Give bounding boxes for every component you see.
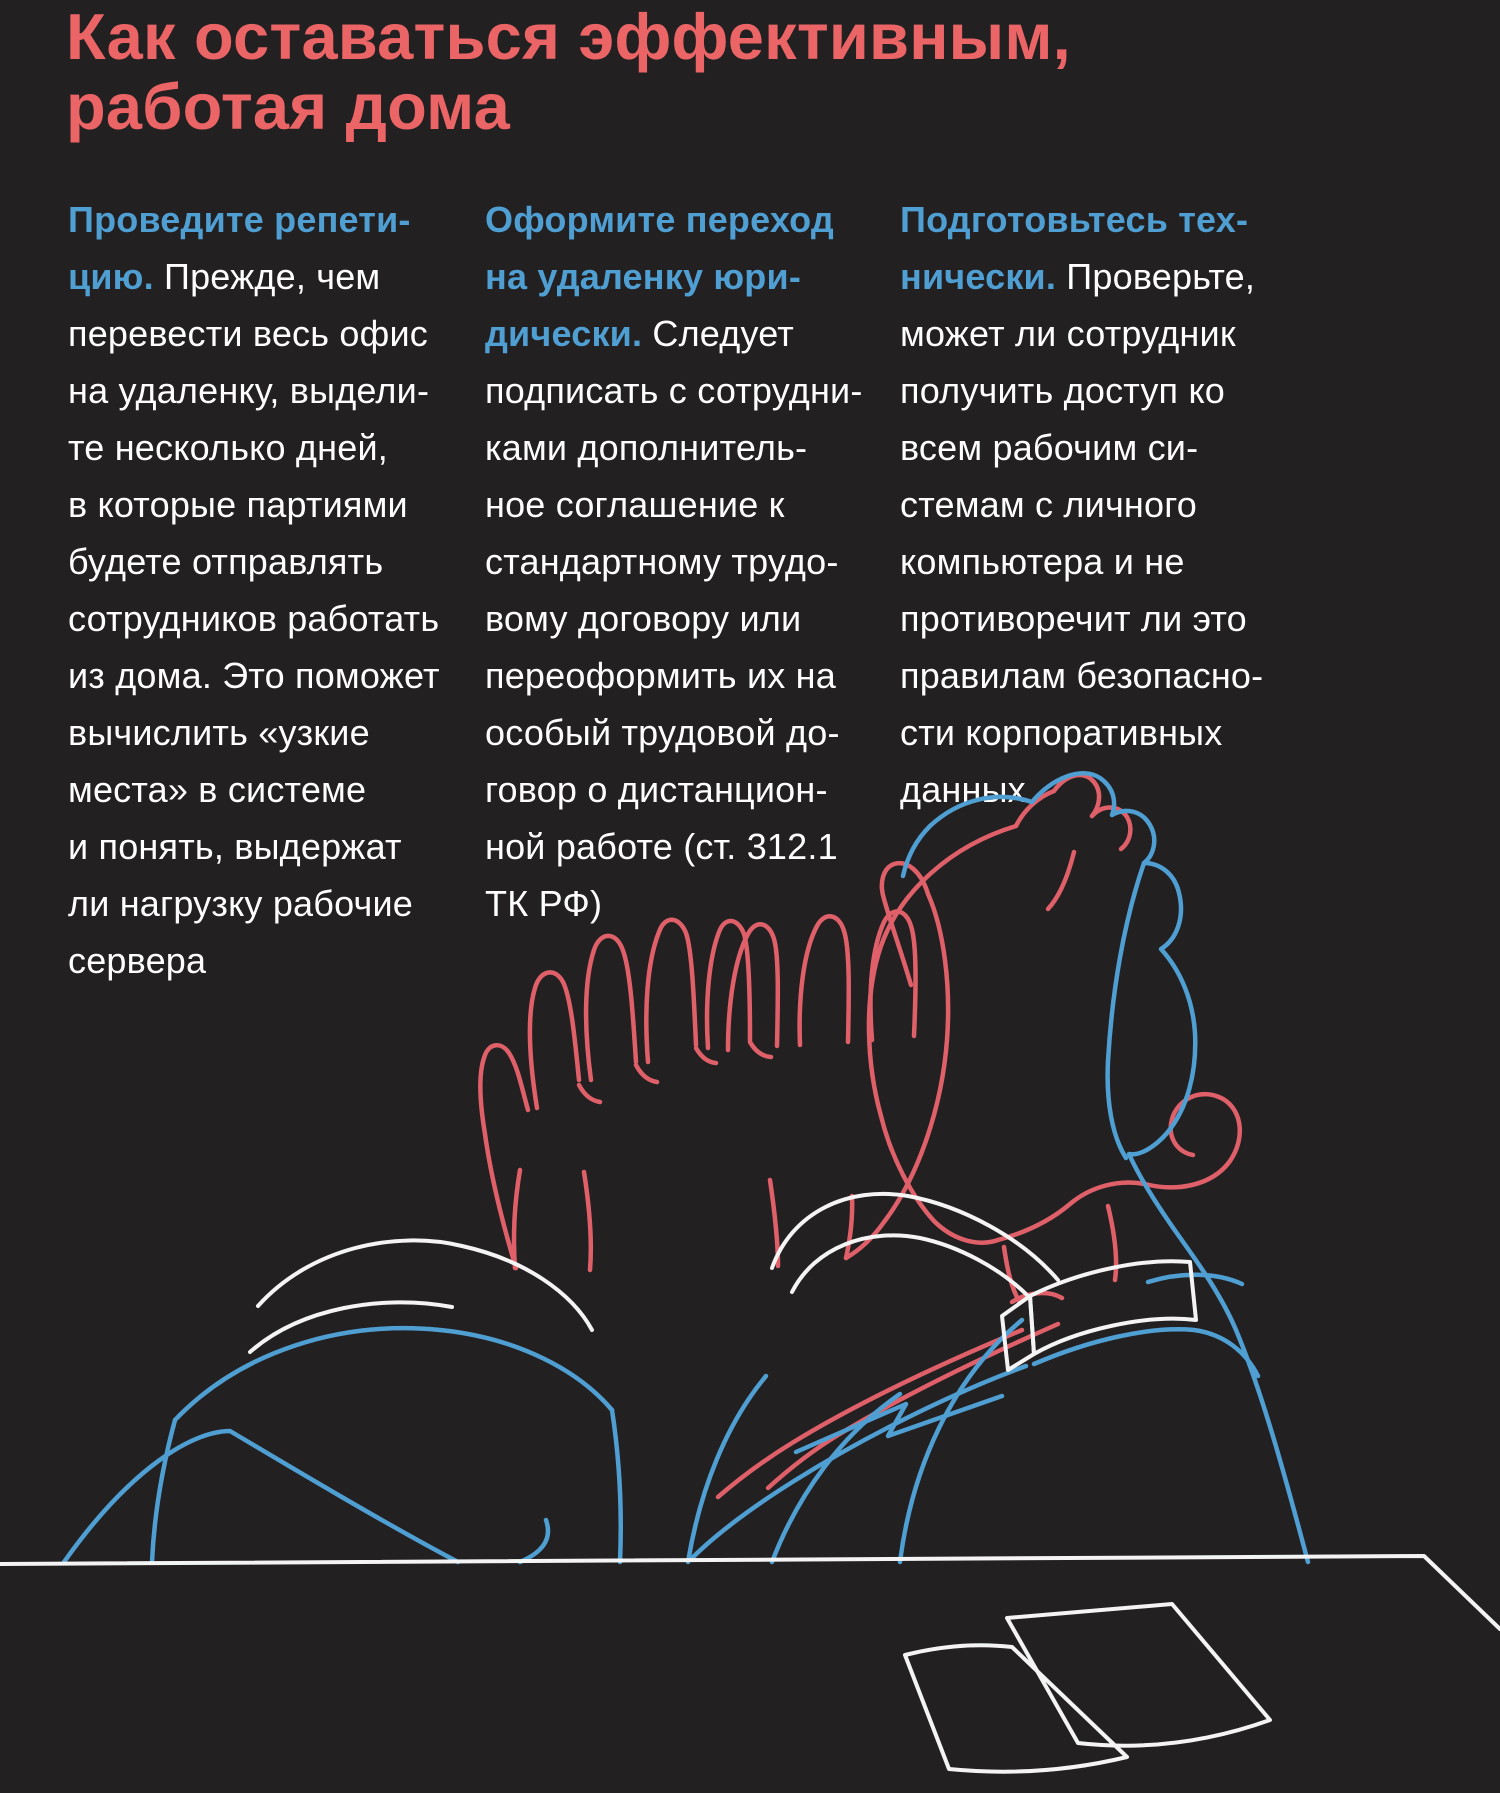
column-body-text: данных	[900, 769, 1026, 810]
text-line	[485, 362, 891, 419]
column-technical	[900, 191, 1306, 818]
column-body-text: получить доступ ко	[900, 370, 1226, 411]
text-line	[900, 476, 1306, 533]
text-line	[485, 647, 891, 704]
text-line	[68, 191, 474, 248]
text-line	[68, 704, 474, 761]
column-body-text: из дома. Это поможет	[68, 655, 440, 696]
arm-over-head-blue	[903, 773, 1236, 1330]
column-body-text: Прежде, чем	[153, 256, 381, 297]
column-body-text: переоформить их на	[485, 655, 836, 696]
column-body-text: особый трудовой до-	[485, 712, 840, 753]
text-line	[68, 875, 474, 932]
column-body-text: в которые партиями	[68, 484, 408, 525]
column-body-text: те несколько дней,	[68, 427, 388, 468]
text-line	[68, 818, 474, 875]
papers-white	[905, 1604, 1270, 1772]
column-body-text: говор о дистанцион-	[485, 769, 828, 810]
text-line	[485, 419, 891, 476]
crossed-leg-blue	[64, 1431, 548, 1562]
column-lead-in: дически.	[485, 313, 643, 354]
text-line	[900, 704, 1306, 761]
column-body-text: сервера	[68, 940, 207, 981]
text-line	[68, 761, 474, 818]
text-line	[900, 419, 1306, 476]
column-lead-in: Подготовьтесь тех-	[900, 199, 1249, 240]
text-line	[485, 704, 891, 761]
text-line	[900, 248, 1306, 305]
column-body-text: сти корпоративных	[900, 712, 1223, 753]
text-line	[900, 305, 1306, 362]
column-body-text: стемам с личного	[900, 484, 1197, 525]
page-title-line-2: работая дома	[66, 70, 510, 143]
text-line	[68, 533, 474, 590]
column-body-text: стандартному трудо-	[485, 541, 839, 582]
text-line	[485, 191, 891, 248]
column-body-text: на удаленку, выдели-	[68, 370, 430, 411]
column-body-text: подписать с сотрудни-	[485, 370, 863, 411]
shirt-cuffs-white	[250, 1194, 1058, 1352]
column-body-text: Следует	[642, 313, 794, 354]
page-title	[66, 2, 1071, 142]
column-body-text: правилам безопасно-	[900, 655, 1264, 696]
column-lead-in: цию.	[68, 256, 154, 297]
text-line	[485, 533, 891, 590]
text-line	[485, 590, 891, 647]
shirt-collar-white	[1002, 1261, 1196, 1370]
column-lead-in: Оформите переход	[485, 199, 834, 240]
column-body-text: места» в системе	[68, 769, 367, 810]
text-line	[68, 419, 474, 476]
text-line	[485, 875, 891, 932]
desk-edge-white	[0, 1556, 1500, 1629]
text-line	[900, 362, 1306, 419]
text-line	[68, 590, 474, 647]
column-body-text: Проверьте,	[1056, 256, 1256, 297]
left-sleeve-blue	[152, 1328, 621, 1562]
column-body-text: вому договору или	[485, 598, 802, 639]
text-line	[68, 932, 474, 989]
text-line	[485, 248, 891, 305]
head-outline-red	[869, 826, 1240, 1301]
column-body-text: ли нагрузку рабочие	[68, 883, 414, 924]
column-body-text: ное соглашение к	[485, 484, 785, 525]
text-line	[900, 533, 1306, 590]
text-line	[485, 761, 891, 818]
page-title-line-1: Как оставаться эффективным,	[66, 0, 1071, 73]
column-body-text: всем рабочим си-	[900, 427, 1199, 468]
text-line	[485, 476, 891, 533]
column-body-text: ками дополнитель-	[485, 427, 808, 468]
text-line	[485, 818, 891, 875]
text-line	[900, 761, 1306, 818]
text-line	[485, 305, 891, 362]
jacket-blue	[688, 1275, 1308, 1562]
column-body-text: противоречит ли это	[900, 598, 1247, 639]
column-body-text: будете отправлять	[68, 541, 384, 582]
column-body-text: перевести весь офис	[68, 313, 428, 354]
tie-red	[718, 1293, 1062, 1497]
text-line	[68, 362, 474, 419]
column-body-text: компьютера и не	[900, 541, 1185, 582]
column-body-text: ТК РФ)	[485, 883, 603, 924]
text-line	[900, 647, 1306, 704]
text-line	[68, 647, 474, 704]
column-body-text: вычислить «узкие	[68, 712, 370, 753]
text-line	[900, 191, 1306, 248]
column-lead-in: Проведите репети-	[68, 199, 411, 240]
column-body-text: сотрудников работать	[68, 598, 440, 639]
column-body-text: ной работе (ст. 312.1	[485, 826, 838, 867]
text-line	[68, 248, 474, 305]
column-body-text: и понять, выдержат	[68, 826, 402, 867]
column-lead-in: нически.	[900, 256, 1057, 297]
text-line	[68, 476, 474, 533]
column-legal	[485, 191, 891, 932]
column-body-text: может ли сотрудник	[900, 313, 1236, 354]
text-line	[900, 590, 1306, 647]
column-lead-in: на удаленку юри-	[485, 256, 802, 297]
column-rehearsal	[68, 191, 474, 989]
text-line	[68, 305, 474, 362]
